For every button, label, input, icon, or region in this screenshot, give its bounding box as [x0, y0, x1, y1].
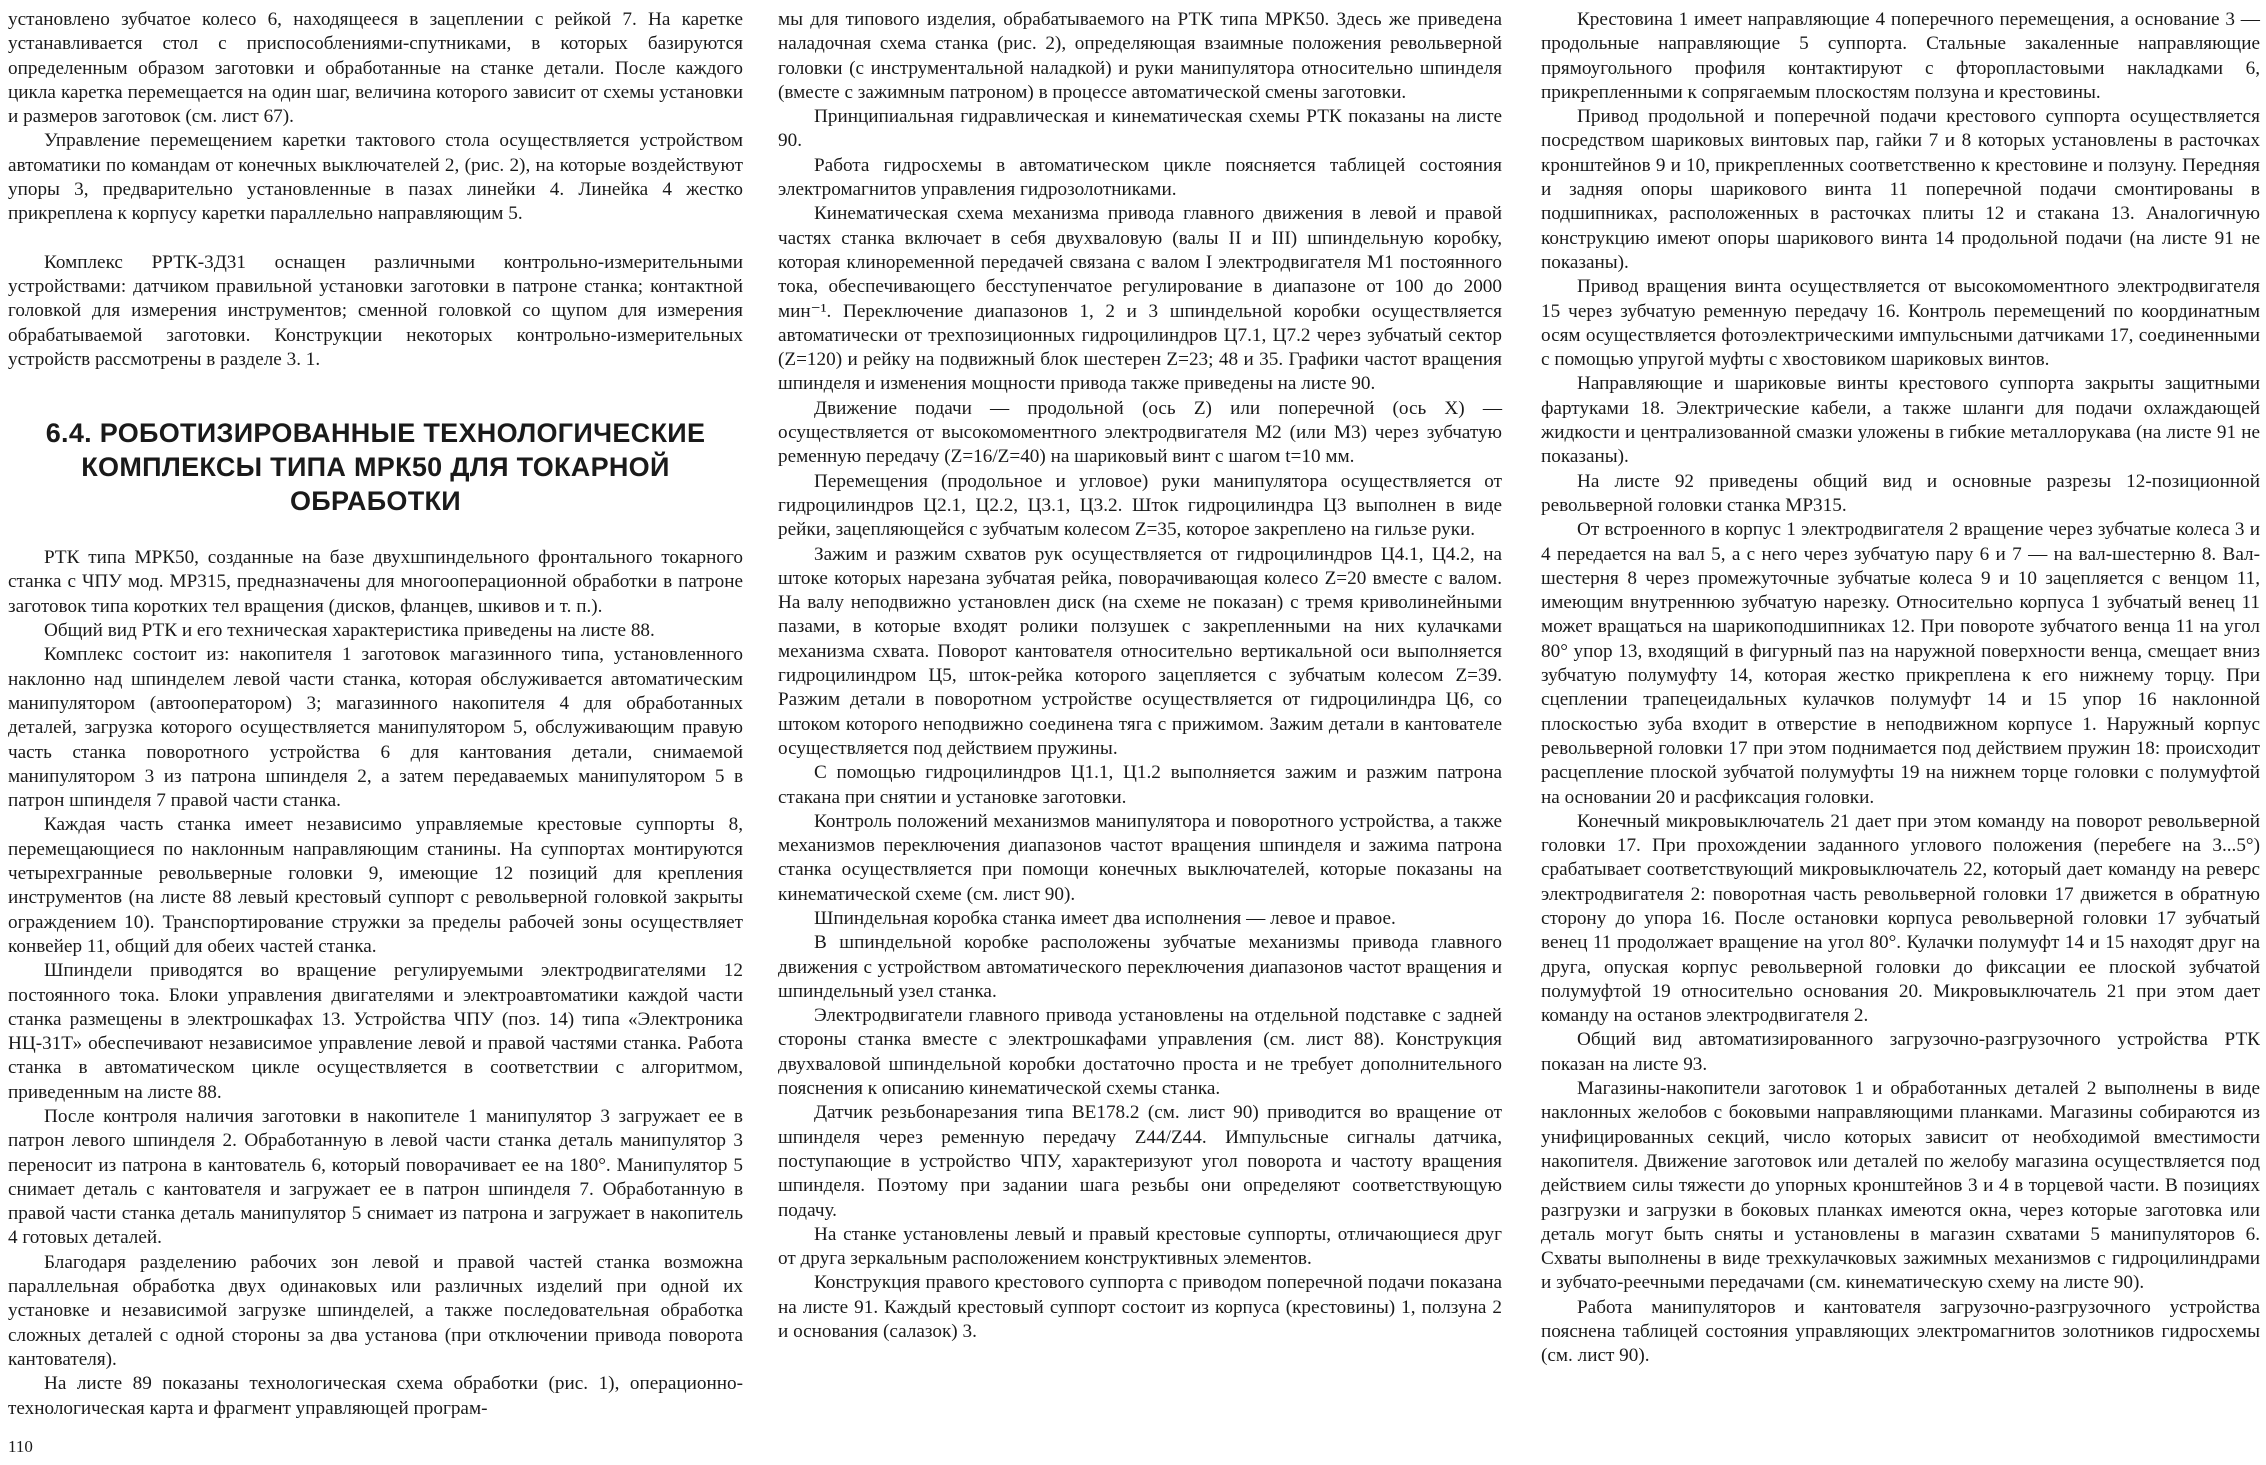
- paragraph: Привод вращения винта осуществляется от высокомоментного электродвигателя 15 через зубчатую ременную передачу 16. Контроль перемещений по координатным осям осуществляется фотоэлектрическими импульсными датчиками 17, соединенными с помощью упругой муфты с хвостовиком шариковых винтов.: [1541, 276, 2260, 371]
- paragraph: Зажим и разжим схватов рук осуществляется от гидроцилиндров Ц4.1, Ц4.2, на штоке которых нарезана зубчатая рейка, поворачивающая колесо Z=20 вместе с валом. На валу неподвижно установлен диск (на схеме не показан) с тремя криволинейными пазами, в которые входят ролики ползушек с закрепленными на них кулачками механизма схвата. Поворот кантователя относительно вертикальной оси выполняется гидроцилиндром Ц5, шток-рейка которого зацепляется с зубчатым колесом Z=39. Разжим детали в поворотном устройстве осуществляется от гидроцилиндра Ц6, со штоком которого неподвижно соединена тяга с прижимом. Зажим детали в кантователе осуществляется под действием пружины.: [778, 543, 1502, 759]
- paragraph: Конечный микровыключатель 21 дает при этом команду на поворот револьверной головки 17. При прохождении заданного углового положения (перебеге на 3...5°) срабатывает соответствующий микровыключатель 22, который дает команду на реверс электродвигателя 2: поворотная часть револьверной головки 17 движется в обратную сторону до упора 16. После остановки корпуса револьверной головки 17 зубчатый венец 11 продолжает вращение на угол 80°. Кулачки полумуфт 14 и 15 находят друг на друга, опуская корпус револьверной головки до фиксации ее плоской зубчатой полумуфтой 19 относительно основания 20. Микровыключатель 21 при этом дает команду на останов электродвигателя 2.: [1541, 810, 2260, 1027]
- paragraph: Благодаря разделению рабочих зон левой и правой частей станка возможна параллельная обработка двух одинаковых или различных изделий при одной их установке и независимой загрузке шпинделей, а также последовательная обработка сложных деталей с одной стороны за два установа (при отключении привода поворота кантователя).: [8, 1251, 743, 1370]
- paragraph: Работа манипуляторов и кантователя загрузочно-разгрузочного устройства пояснена таблицей состояния управляющих электромагнитов золотников гидросхемы (см. лист 90).: [1541, 1296, 2260, 1367]
- paragraph: Работа гидросхемы в автоматическом цикле поясняется таблицей состояния электромагнитов управления гидрозолотниками.: [778, 154, 1502, 201]
- paragraph: Электродвигатели главного привода установлены на отдельной подставке с задней стороны станка вместе с электрошкафами управления (см. лист 88). Конструкция двухваловой шпиндельной коробки достаточно проста и не требует дополнительного пояснения к описанию кинематической схемы станка.: [778, 1005, 1502, 1100]
- paragraph: На листе 92 приведены общий вид и основные разрезы 12-позиционной револьверной головки станка МР315.: [1541, 470, 2260, 516]
- paragraph: После контроля наличия заготовки в накопителе 1 манипулятор 3 загружает ее в патрон левого шпинделя 2. Обработанную в левой части станка деталь манипулятор 3 переносит из патрона в кантователь 6, который поворачивает ее на 180°. Манипулятор 5 снимает деталь с кантователя и загружает ее в патрон шпинделя 7. Обработанную в правой части станка деталь манипулятор 5 снимает из патрона и загружает в накопитель 4 готовых деталей.: [8, 1105, 743, 1249]
- paragraph: Перемещения (продольное и угловое) руки манипулятора осуществляется от гидроцилиндров Ц2.1, Ц2.2, Ц3.1, Ц3.2. Шток гидроцилиндра Ц3 выполнен в виде рейки, зацепляющейся с зубчатым колесом Z=35, которое закреплено на гильзе руки.: [778, 470, 1502, 541]
- paragraph: Шпиндельная коробка станка имеет два исполнения — левое и правое.: [814, 907, 1396, 929]
- text-column-right: [1541, 8, 2260, 1369]
- paragraph: Привод продольной и поперечной подачи крестового суппорта осуществляется посредством шариковых винтовых пар, гайки 7 и 8 которых установлены в расточках кронштейнов 9 и 10, прикрепленных соответственно к крестовине и ползуну. Передняя и задняя опоры шарикового винта 11 поперечной подачи смонтированы в подшипниках, расположенных в расточках плиты 12 и стакана 13. Аналогичную конструкцию имеют опоры шарикового винта 14 продольной подачи (на листе 91 не показаны).: [1541, 106, 2260, 273]
- text-column-left: [8, 8, 743, 1421]
- paragraph: Управление перемещением каретки тактового стола осуществляется устройством автоматики по командам от конечных выключателей 2, (рис. 2), на которые воздействуют упоры 3, предварительно установленные в пазах линейки 4. Линейка 4 жестко прикреплена к корпусу каретки параллельно направляющим 5.: [8, 130, 743, 225]
- paragraph: Контроль положений механизмов манипулятора и поворотного устройства, а также механизмов переключения диапазонов частот вращения шпинделя и зажима патрона станка осуществляется при помощи конечных выключателей, которые показаны на кинематической схеме (см. лист 90).: [778, 810, 1502, 905]
- paragraph: Общий вид РТК и его техническая характеристика приведены на листе 88.: [44, 620, 655, 642]
- paragraph: Направляющие и шариковые винты крестового суппорта закрыты защитными фартуками 18. Электрические кабели, а также шланги для подачи охлаждающей жидкости и централизованной смазки уложены в гибкие металлорукава (на листе 91 не показаны).: [1541, 373, 2260, 468]
- paragraph: мы для типового изделия, обрабатываемого на РТК типа МРК50. Здесь же приведена наладочная схема станка (рис. 2), определяющая взаимные положения револьверной головки (с инструментальной наладкой) и руки манипулятора относительно шпинделя (вместе с зажимным патроном) в процессе автоматической смены заготовки.: [778, 9, 1502, 103]
- paragraph: Комплекс состоит из: накопителя 1 заготовок магазинного типа, установленного наклонно над шпинделем левой части станка, которая обслуживается автоматическим манипулятором (автооператором) 3; магазинного накопителя 4 для обработанных деталей, загрузка которого осуществляется манипулятором 5, обслуживающим правую часть станка поворотного устройства 6 для кантования детали, снимаемой манипулятором 3 из патрона шпинделя 2, а затем передаваемых манипулятором 5 в патрон шпинделя 7 правой части станка.: [8, 644, 743, 812]
- paragraph: Общий вид автоматизированного загрузочно-разгрузочного устройства РТК показан на листе 93.: [1541, 1029, 2260, 1075]
- text-column-middle: [778, 8, 1502, 1344]
- paragraph: установлено зубчатое колесо 6, находящееся в зацеплении с рейкой 7. На каретке устанавливается стол с приспособлениями-спутниками, в которых базируются определенным образом заготовки и обработанные на станке детали. После каждого цикла каретка перемещается на один шаг, величина которого зависит от схемы установки и размеров заготовок (см. лист 67).: [8, 9, 743, 128]
- paragraph: Движение подачи — продольной (ось Z) или поперечной (ось X) — осуществляется от высокомоментного электродвигателя M2 (или M3) через зубчатую ременную передачу (Z=16/Z=40) на шариковый винт с шагом t=10 мм.: [778, 397, 1502, 468]
- page-number: 110: [8, 1437, 33, 1456]
- paragraph: Шпиндели приводятся во вращение регулируемыми электродвигателями 12 постоянного тока. Блоки управления двигателями и электроавтоматики каждой части станка размещены в электрошкафах 13. Устройства ЧПУ (поз. 14) типа «Электроника НЦ-31Т» обеспечивают независимое управление левой и правой частями станка. Работа станка в автоматическом цикле осуществляется в соответствии с алгоритмом, приведенным на листе 88.: [8, 960, 743, 1103]
- paragraph: Комплекс РРТК-3Д31 оснащен различными контрольно-измерительными устройствами: датчиком правильной установки заготовки в патроне станка; контактной головкой для измерения инструментов; сменной головкой со щупом для измерения обрабатываемой заготовки. Конструкции некоторых контрольно-измерительных устройств рассмотрены в разделе 3. 1.: [8, 251, 743, 370]
- paragraph: Магазины-накопители заготовок 1 и обработанных деталей 2 выполнены в виде наклонных желобов с боковыми направляющими планками. Магазины собираются из унифицированных секций, число которых зависит от необходимой вместимости накопителя. Движение заготовок или деталей по желобу магазина осуществляется под действием силы тяжести до упорных кронштейнов 3 и 4 в торцевой части. В позициях разгрузки и загрузки в боковых планках имеются окна, через которые заготовка или деталь могут быть сняты и установлены в магазин схватами 5 манипуляторов 6. Схваты выполнены в виде трехкулачковых зажимных механизмов с гидроцилиндрами и зубчато-реечными передачами (см. кинематическую схему на листе 90).: [1541, 1078, 2260, 1294]
- paragraph: Принципиальная гидравлическая и кинематическая схемы РТК показаны на листе 90.: [778, 106, 1502, 152]
- paragraph: Крестовина 1 имеет направляющие 4 поперечного перемещения, а основание 3 — продольные направляющие 5 суппорта. Стальные закаленные направляющие прямоугольного профиля контактируют с фторопластовыми накладками 6, прикрепленными к сопрягаемым плоскостям ползуна и крестовины.: [1541, 9, 2260, 103]
- paragraph: Датчик резьбонарезания типа ВЕ178.2 (см. лист 90) приводится во вращение от шпинделя через ременную передачу Z44/Z44. Импульсные сигналы датчика, поступающие в устройство ЧПУ, характеризуют угол поворота и частоту вращения шпинделя. Поэтому при задании шага резьбы они определяют соответствующую подачу.: [778, 1102, 1502, 1221]
- paragraph: В шпиндельной коробке расположены зубчатые механизмы привода главного движения с устройством автоматического переключения диапазонов частот вращения и шпиндельный узел станка.: [778, 932, 1502, 1002]
- paragraph: Кинематическая схема механизма привода главного движения в левой и правой частях станка включает в себя двухваловую (валы II и III) шпиндельную коробку, которая клиноременной передачей связана с валом I электродвигателя M1 постоянного тока, обеспечивающего бесступенчатое регулирование в диапазоне от 100 до 2000 мин⁻¹. Переключение диапазонов 1, 2 и 3 шпиндельной коробки осуществляется автоматически от трехпозиционных гидроцилиндров Ц7.1, Ц7.2 через зубчатый сектор (Z=120) и рейку на подвижный блок шестерен Z=23; 48 и 35. Графики частот вращения шпинделя и изменения мощности привода также приведены на листе 90.: [778, 203, 1502, 395]
- paragraph: Каждая часть станка имеет независимо управляемые крестовые суппорты 8, перемещающиеся по наклонным направляющим станины. На суппортах монтируются четырехгранные револьверные головки 9, имеющие 12 позиций для крепления инструментов (на листе 88 левый крестовый суппорт с револьверной головкой закрыты ограждением 10). Транспортирование стружки за пределы рабочей зоны осуществляет конвейер 11, общий для обеих частей станка.: [8, 814, 743, 957]
- section-heading: 6.4. РОБОТИЗИРОВАННЫЕ ТЕХНОЛОГИЧЕСКИЕ КОМПЛЕКСЫ ТИПА МРК50 ДЛЯ ТОКАРНОЙ ОБРАБОТКИ: [45, 418, 706, 517]
- paragraph: От встроенного в корпус 1 электродвигателя 2 вращение через зубчатые колеса 3 и 4 передается на вал 5, а с него через зубчатую пару 6 и 7 — на вал-шестерню 8. Вал-шестерня 8 через промежуточные зубчатые колеса 9 и 10 зацепляется с венцом 11, имеющим внутреннюю зубчатую нарезку. Относительно корпуса 1 зубчатый венец 11 может вращаться на шарикоподшипниках 12. При повороте зубчатого венца 11 на угол 80° упор 13, входящий в фигурный паз на наружной поверхности венца, смещает вниз зубчатую полумуфту 14, которая жестко прикреплена к его нижнему торцу. При сцеплении трапецеидальных кулачков полумуфт 14 и 15 упор 16 наклонной плоскостью зуба входит в отверстие в неподвижном корпусе 1. Наружный корпус револьверной головки 17 при этом поднимается под действием пружин 18: происходит расцепление плоской зубчатой полумуфты 19 на нижнем торце головки с полумуфтой на основании 20 и расфиксация головки.: [1541, 519, 2260, 808]
- paragraph: Конструкция правого крестового суппорта с приводом поперечной подачи показана на листе 91. Каждый крестовый суппорт состоит из корпуса (крестовины) 1, ползуна 2 и основания (салазок) 3.: [778, 1272, 1502, 1343]
- paragraph: На листе 89 показаны технологическая схема обработки (рис. 1), операционно-технологическая карта и фрагмент управляющей програм-: [8, 1373, 743, 1419]
- paragraph: С помощью гидроцилиндров Ц1.1, Ц1.2 выполняется зажим и разжим патрона стакана при снятии и установке заготовки.: [778, 762, 1502, 808]
- paragraph: На станке установлены левый и правый крестовые суппорты, отличающиеся друг от друга зеркальным расположением конструктивных элементов.: [778, 1223, 1502, 1270]
- paragraph: РТК типа МРК50, созданные на базе двухшпиндельного фронтального токарного станка с ЧПУ мод. МР315, предназначены для многооперационной обработки в патроне заготовок типа коротких тел вращения (дисков, фланцев, шкивов и т. п.).: [8, 547, 743, 617]
